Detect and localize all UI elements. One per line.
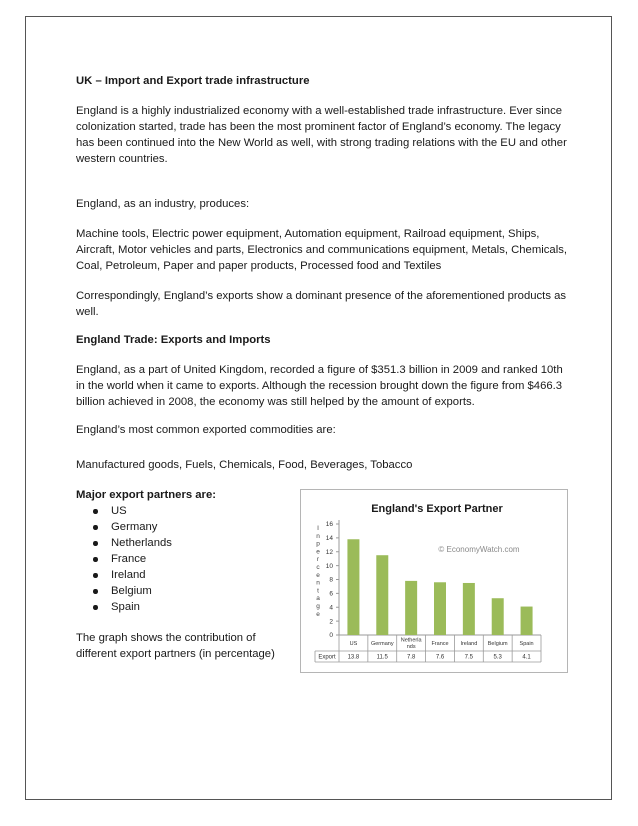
table-value: 7.5 <box>464 654 474 661</box>
y-tick-label: 8 <box>329 576 333 584</box>
y-axis-label-char: c <box>316 564 320 571</box>
y-axis-ticks <box>326 521 339 639</box>
list-item: Belgium <box>76 583 291 599</box>
y-tick-label: 6 <box>329 590 333 598</box>
chart-bar <box>434 582 446 635</box>
chart-data-table <box>315 635 541 662</box>
paragraph-products-list: Machine tools, Electric power equipment, Automation equipment, Railroad equipment, Ships, Aircraft, Motor vehicles and parts, Electronics and communications equipment, Metals, Chemicals, Coal, Petroleum, Paper and paper products, Processed food and Textiles <box>76 228 567 272</box>
y-tick-label: 10 <box>325 562 333 570</box>
paragraph-exports-figure: England, as a part of United Kingdom, recorded a figure of $351.3 billion in 2009 and ranked 10th in the world when it came to exports. Although the recession brought down the figure from $466.3 billion achieved in 2008, the economy was still helped by the amount of exports. <box>76 364 563 408</box>
table-value: 7.6 <box>435 654 445 661</box>
chart-bar <box>521 607 533 635</box>
chart-bar <box>405 581 417 635</box>
x-tick-label: US <box>349 641 358 647</box>
partners-heading: Major export partners are: <box>76 489 216 501</box>
table-value: 7.8 <box>406 654 416 661</box>
bullet-icon <box>93 605 98 610</box>
list-item: Spain <box>76 599 291 615</box>
y-tick-label: 16 <box>325 521 333 529</box>
table-value: 13.8 <box>347 654 360 661</box>
bullet-icon <box>93 589 98 594</box>
chart-bar <box>463 583 475 635</box>
list-item: Netherlands <box>76 535 291 551</box>
chart-title: England's Export Partner <box>371 503 503 515</box>
x-tick-label: Germany <box>370 641 394 647</box>
y-axis-label-char: e <box>316 610 320 618</box>
y-axis-label-char: e <box>316 548 320 556</box>
bullet-icon <box>93 557 98 562</box>
y-tick-label: 4 <box>329 604 333 612</box>
x-tick-label: Ireland <box>460 641 478 647</box>
table-value: 11.5 <box>376 654 388 661</box>
y-tick-label: 12 <box>325 548 333 556</box>
list-item: Ireland <box>76 567 291 583</box>
y-tick-label: 0 <box>329 632 333 640</box>
y-tick-label: 2 <box>329 618 333 626</box>
table-value: 5.3 <box>493 654 502 661</box>
x-tick-label: Spain <box>519 641 534 647</box>
chart-svg <box>301 490 567 672</box>
y-axis-label-char: g <box>316 603 320 610</box>
document-body <box>76 73 568 473</box>
y-axis-label-char: n <box>316 532 320 540</box>
section-subheading: England Trade: Exports and Imports <box>76 334 271 346</box>
y-axis-label <box>316 525 320 618</box>
list-item: France <box>76 551 291 567</box>
bullet-icon <box>93 573 98 578</box>
paragraph-intro: England is a highly industrialized economy with a well-established trade infrastructure. Ever since colonization started, trade has been the most prominent factor of England’s economy. The legacy has been continued into the New World as well, with strong trading relations with the EU and other western countries. <box>76 105 567 165</box>
chart-bar <box>376 555 388 635</box>
table-value: 4.1 <box>522 654 531 661</box>
list-item: Germany <box>76 519 291 535</box>
export-partners-section <box>76 487 291 615</box>
y-axis-label-char: t <box>317 587 319 595</box>
y-tick-label: 14 <box>325 535 333 543</box>
x-tick-label: nds <box>406 644 416 650</box>
y-axis-label-char: I <box>317 525 319 532</box>
paragraph-produces: England, as an industry, produces: <box>76 198 250 210</box>
bullet-icon <box>93 509 98 514</box>
partners-list <box>76 503 291 615</box>
chart-bar <box>492 598 504 635</box>
chart-bar <box>347 539 359 635</box>
document-heading: UK – Import and Export trade infrastructure <box>76 75 310 87</box>
paragraph-commodities-list: Manufactured goods, Fuels, Chemicals, Food, Beverages, Tobacco <box>76 459 413 471</box>
x-tick-label: Netherla <box>400 637 422 644</box>
y-axis-label-char: r <box>316 556 320 564</box>
bullet-icon <box>93 525 98 530</box>
x-tick-label: France <box>431 641 449 647</box>
graph-caption: The graph shows the contribution of different export partners (in percentage) <box>76 632 275 660</box>
y-axis-label-char: p <box>316 540 320 548</box>
y-axis-label-char: a <box>316 595 320 603</box>
y-axis-label-char: n <box>316 579 320 587</box>
y-axis-label-char: e <box>316 571 320 579</box>
bullet-icon <box>93 541 98 546</box>
chart-watermark: © EconomyWatch.com <box>438 545 520 554</box>
table-series-label: Export <box>318 654 336 661</box>
paragraph-correspondingly: Correspondingly, England’s exports show a dominant presence of the aforementioned products as well. <box>76 290 567 318</box>
list-item: US <box>76 503 291 519</box>
paragraph-commodities-intro: England’s most common exported commodities are: <box>76 424 336 436</box>
export-partner-chart <box>300 489 568 673</box>
x-tick-label: Belgium <box>487 641 508 647</box>
